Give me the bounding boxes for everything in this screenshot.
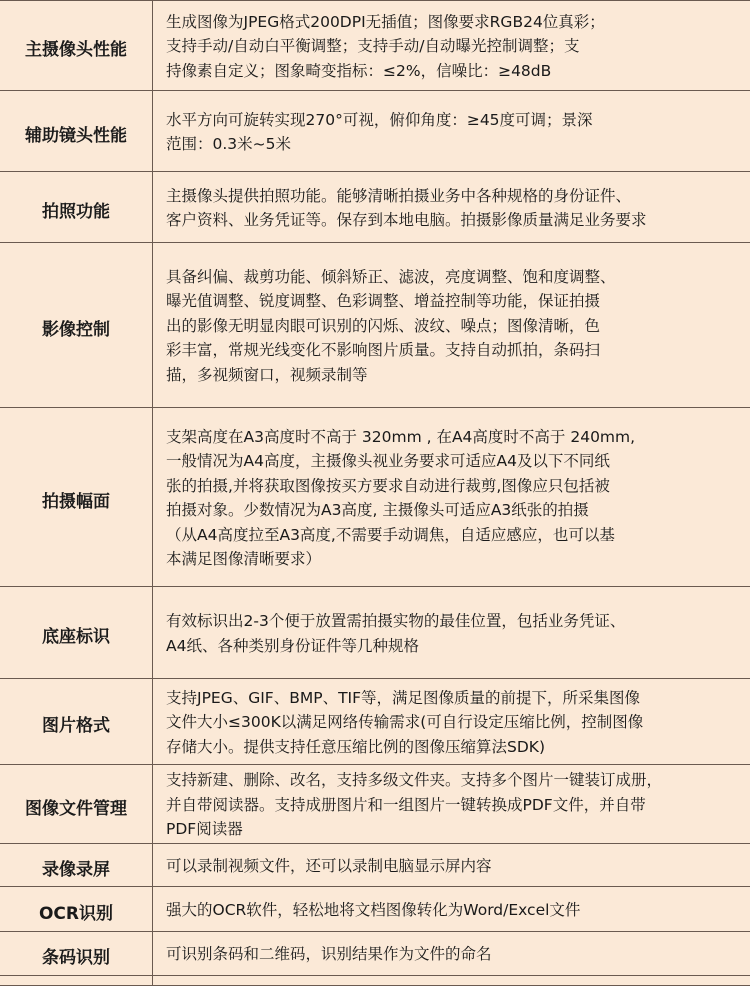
row-value-text: 支持新建、删除、改名，支持多级文件夹。支持多个图片一键装订成册， 并自带阅读器。支持成册图片和一组图片一键转换成PDF文件，并自带 PDF阅读器 [166, 771, 663, 839]
row-label: 录像录屏 [0, 844, 153, 886]
table-row [0, 91, 750, 172]
row-label: 影像控制 [0, 243, 153, 407]
row-label: OCR识别 [0, 887, 153, 931]
row-value-text: 有效标识出2-3个便于放置需拍摄实物的最佳位置，包括业务凭证、 A4纸、各种类别身份证件等几种规格 [166, 612, 626, 655]
row-value-text: 强大的OCR软件，轻松地将文档图像转化为Word/Excel文件 [166, 900, 581, 919]
row-value [153, 408, 750, 586]
row-label: 条码识别 [0, 932, 153, 975]
table-row [0, 1, 750, 91]
row-label: 底座标识 [0, 587, 153, 678]
row-value-text: 主摄像头提供拍照功能。能够清晰拍摄业务中各种规格的身份证件、 客户资料、业务凭证等。保存到本地电脑。拍摄影像质量满足业务要求 [166, 186, 647, 229]
row-value-text: 可识别条码和二维码，识别结果作为文件的命名 [166, 945, 492, 964]
table-row [0, 844, 750, 887]
row-value-text: 支架高度在A3高度时不高于 320mm , 在A4高度时不高于 240mm, 一般情况为A4高度，主摄像头视业务要求可适应A4及以下不同纸 张的拍摄,并将获取图像按买方要求自动进行裁剪,图像应只包括被 拍摄对象。少数情况为A3高度, 主摄像头可适应A3纸张的拍摄 （从A4高度拉至A3高度,不需要手动调焦，自适应感应，也可以基 本满足图像清晰要求） [166, 427, 636, 568]
row-label: 拍照功能 [0, 172, 153, 242]
row-value-text: 水平方向可旋转实现270°可视，俯仰角度：≥45度可调；景深 范围：0.3米~5米 [166, 110, 593, 153]
row-value [153, 765, 750, 843]
row-label: 辅助镜头性能 [0, 91, 153, 171]
row-value-text: 可以录制视频文件，还可以录制电脑显示屏内容 [166, 856, 492, 875]
table-row [0, 932, 750, 976]
row-value [153, 844, 750, 886]
row-value [153, 679, 750, 764]
table-row [0, 243, 750, 408]
row-label: 图片格式 [0, 679, 153, 764]
table-row [0, 887, 750, 932]
row-value [153, 243, 750, 407]
row-label: 拍摄幅面 [0, 408, 153, 586]
row-value-text: 具备纠偏、裁剪功能、倾斜矫正、滤波，亮度调整、饱和度调整、 曝光值调整、锐度调整、色彩调整、增益控制等功能，保证拍摄 出的影像无明显肉眼可识别的闪烁、波纹、噪点；图像清晰，色 彩丰富，常规光线变化不影响图片质量。支持自动抓拍，条码扫 描，多视频窗口，视频录制等 [166, 267, 616, 384]
row-value [153, 1, 750, 90]
row-value [153, 976, 750, 986]
table-row [0, 408, 750, 587]
row-value [153, 887, 750, 931]
row-value-text: 生成图像为JPEG格式200DPI无插值；图像要求RGB24位真彩； 支持手动/自动白平衡调整；支持手动/自动曝光控制调整；支 持像素自定义；图象畸变指标：≤2%，信噪比：≥48dB [166, 12, 605, 80]
table-row [0, 172, 750, 243]
table-row [0, 765, 750, 844]
row-label: 主摄像头性能 [0, 1, 153, 90]
table-row [0, 679, 750, 765]
row-label: 图像文件管理 [0, 765, 153, 843]
row-value [153, 587, 750, 678]
row-value-text: 支持JPEG、GIF、BMP、TIF等，满足图像质量的前提下，所采集图像 文件大小≤300K以满足网络传输需求(可自行设定压缩比例，控制图像 存储大小。提供支持任意压缩比例的图像压缩算法SDK) [166, 688, 644, 756]
row-value [153, 91, 750, 171]
row-value [153, 932, 750, 975]
table-row [0, 976, 750, 986]
table-row [0, 587, 750, 679]
row-value [153, 172, 750, 242]
